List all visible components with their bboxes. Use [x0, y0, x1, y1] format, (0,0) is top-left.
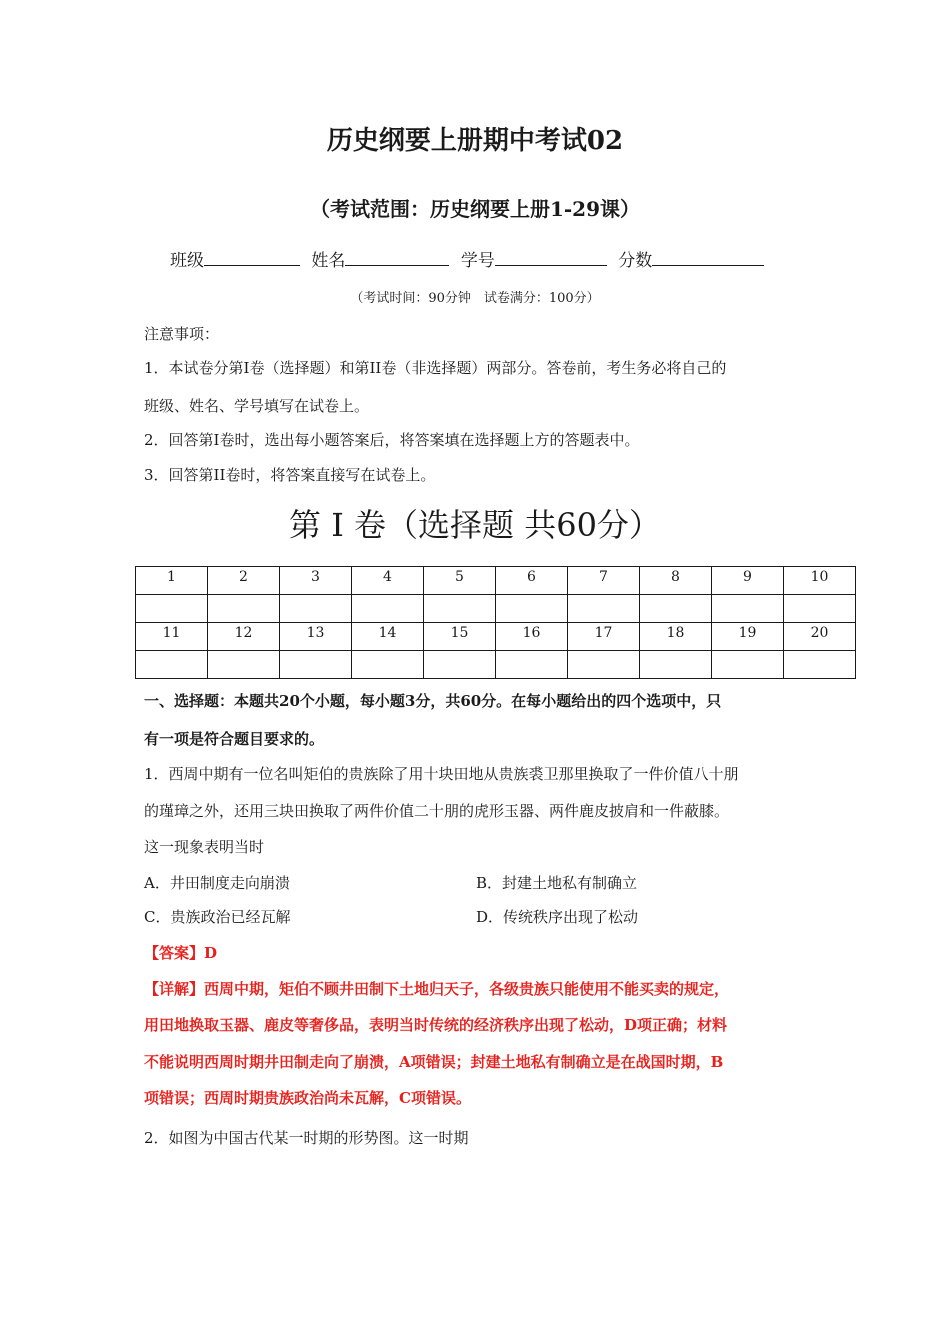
- notes-heading: 注意事项：: [144, 325, 220, 343]
- section-title: 第 I 卷（选择题 共60分）: [289, 506, 661, 544]
- explanation-line: 【详解】西周中期，矩伯不顾井田制下土地归天子，各级贵族只能使用不能买卖的规定，: [144, 980, 730, 998]
- answer-cell[interactable]: [712, 651, 784, 679]
- question-number-cell: 5: [424, 567, 496, 595]
- table-row: [136, 567, 856, 595]
- student-id-label: 学号: [460, 251, 495, 271]
- note-item: 2．回答第I卷时，选出每小题答案后，将答案填在选择题上方的答题表中。: [144, 431, 640, 449]
- student-info-fields: [170, 246, 770, 271]
- answer-cell[interactable]: [136, 651, 208, 679]
- name-blank: [345, 249, 449, 266]
- exam-scope: （考试范围：历史纲要上册1-29课）: [309, 197, 641, 221]
- name-field: [311, 246, 449, 271]
- answer-cell[interactable]: [424, 651, 496, 679]
- student-id-blank: [495, 249, 607, 266]
- question-number-cell: 7: [568, 567, 640, 595]
- answer-cell[interactable]: [280, 651, 352, 679]
- question-1-stem: 的瑾璋之外，还用三块田换取了两件价值二十朋的虎形玉器、两件鹿皮披肩和一件蔽膝。: [144, 802, 730, 820]
- answer-cell[interactable]: [568, 595, 640, 623]
- table-row: [136, 595, 856, 623]
- option-a[interactable]: A．井田制度走向崩溃: [144, 874, 290, 892]
- answer-cell[interactable]: [496, 651, 568, 679]
- student-id-field: [461, 246, 607, 271]
- answer-cell[interactable]: [568, 651, 640, 679]
- question-number-cell: 17: [568, 623, 640, 651]
- option-b[interactable]: B．封建土地私有制确立: [476, 874, 638, 892]
- answer-cell[interactable]: [712, 595, 784, 623]
- question-number-cell: 13: [280, 623, 352, 651]
- explanation-line: 用田地换取玉器、鹿皮等奢侈品，表明当时传统的经济秩序出现了松动，D项正确；材料: [144, 1016, 728, 1034]
- explanation-line: 不能说明西周时期井田制走向了崩溃，A项错误；封建土地私有制确立是在战国时期，B: [144, 1053, 724, 1071]
- answer-cell[interactable]: [208, 595, 280, 623]
- answer-table: [135, 566, 856, 679]
- table-row: [136, 623, 856, 651]
- note-item: 3．回答第II卷时，将答案直接写在试卷上。: [144, 466, 436, 484]
- answer-cell[interactable]: [640, 651, 712, 679]
- option-c[interactable]: C．贵族政治已经瓦解: [144, 908, 291, 926]
- answer-cell[interactable]: [496, 595, 568, 623]
- question-number-cell: 19: [712, 623, 784, 651]
- answer-cell[interactable]: [136, 595, 208, 623]
- class-blank: [204, 249, 300, 266]
- question-number-cell: 14: [352, 623, 424, 651]
- question-number-cell: 16: [496, 623, 568, 651]
- score-blank: [652, 249, 764, 266]
- question-number-cell: 8: [640, 567, 712, 595]
- answer-cell[interactable]: [208, 651, 280, 679]
- question-number-cell: 6: [496, 567, 568, 595]
- answer-cell[interactable]: [640, 595, 712, 623]
- question-number-cell: 2: [208, 567, 280, 595]
- class-field: [170, 246, 300, 271]
- question-number-cell: 3: [280, 567, 352, 595]
- option-d[interactable]: D．传统秩序出现了松动: [476, 908, 639, 926]
- answer-cell[interactable]: [352, 595, 424, 623]
- answer-cell[interactable]: [784, 595, 856, 623]
- exam-title: 历史纲要上册期中考试02: [326, 126, 624, 156]
- question-number-cell: 12: [208, 623, 280, 651]
- answer-cell[interactable]: [352, 651, 424, 679]
- question-1-stem: 1．西周中期有一位名叫矩伯的贵族除了用十块田地从贵族裘卫那里换取了一件价值八十朋: [144, 765, 739, 783]
- name-label: 姓名: [311, 251, 346, 271]
- score-label: 分数: [618, 251, 653, 271]
- answer-cell[interactable]: [784, 651, 856, 679]
- question-number-cell: 9: [712, 567, 784, 595]
- question-number-cell: 1: [136, 567, 208, 595]
- section-instructions: 一、选择题：本题共20个小题，每小题3分，共60分。在每小题给出的四个选项中，只: [144, 692, 722, 710]
- class-label: 班级: [170, 251, 204, 271]
- answer-label: 【答案】D: [144, 944, 218, 962]
- question-number-cell: 11: [136, 623, 208, 651]
- explanation-line: 项错误；西周时期贵族政治尚未瓦解，C项错误。: [144, 1089, 471, 1107]
- question-number-cell: 15: [424, 623, 496, 651]
- question-number-cell: 20: [784, 623, 856, 651]
- table-row: [136, 651, 856, 679]
- exam-time-info: （考试时间：90分钟 试卷满分：100分）: [350, 291, 600, 306]
- note-item: 1．本试卷分第I卷（选择题）和第II卷（非选择题）两部分。答卷前，考生务必将自己的: [144, 359, 727, 377]
- score-field: [618, 246, 764, 271]
- answer-cell[interactable]: [424, 595, 496, 623]
- question-number-cell: 18: [640, 623, 712, 651]
- question-2-stem: 2．如图为中国古代某一时期的形势图。这一时期: [144, 1129, 469, 1147]
- question-1-stem: 这一现象表明当时: [144, 838, 265, 856]
- question-number-cell: 10: [784, 567, 856, 595]
- question-number-cell: 4: [352, 567, 424, 595]
- note-item: 班级、姓名、学号填写在试卷上。: [144, 397, 370, 415]
- section-instructions: 有一项是符合题目要求的。: [144, 730, 325, 748]
- answer-cell[interactable]: [280, 595, 352, 623]
